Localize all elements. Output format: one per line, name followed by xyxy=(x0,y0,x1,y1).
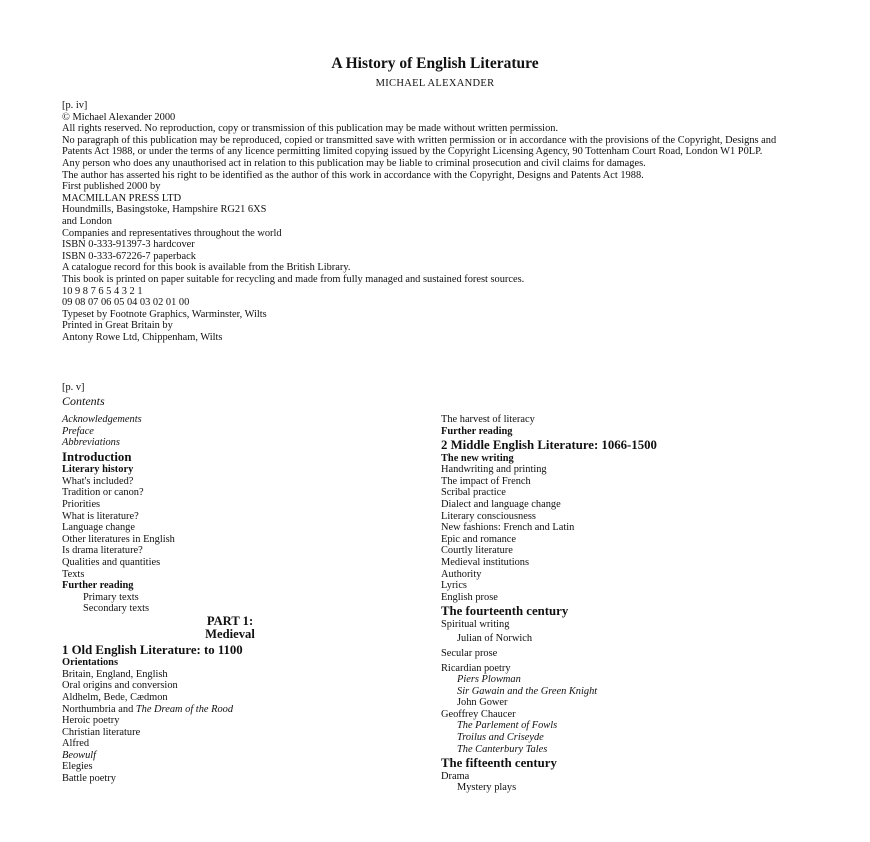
copyright-line: © Michael Alexander 2000 xyxy=(62,111,176,123)
page-marker-iv: [p. iv] xyxy=(62,100,88,111)
toc-introduction[interactable]: Introduction xyxy=(62,449,132,464)
toc-northumbria[interactable] xyxy=(62,704,392,716)
printing-numbers: 10 9 8 7 6 5 4 3 2 1 xyxy=(62,285,143,297)
contents-right-column xyxy=(441,414,841,794)
toc-parlement[interactable]: The Parlement of Fowls xyxy=(457,720,558,732)
toc-further-reading-2[interactable]: Further reading xyxy=(441,425,513,437)
toc-impact-french[interactable]: The impact of French xyxy=(441,475,531,487)
toc-harvest[interactable]: The harvest of literacy xyxy=(441,414,535,425)
toc-what-is-literature[interactable]: What is literature? xyxy=(62,510,139,522)
toc-qualities[interactable]: Qualities and quantities xyxy=(62,556,161,568)
printing-years: 09 08 07 06 05 04 03 02 01 00 xyxy=(62,297,190,309)
toc-courtly[interactable]: Courtly literature xyxy=(441,545,513,557)
toc-preface[interactable]: Preface xyxy=(62,425,94,437)
contents-left-column xyxy=(62,414,392,785)
toc-texts[interactable]: Texts xyxy=(62,568,85,580)
toc-fifteenth-century[interactable]: The fifteenth century xyxy=(441,756,557,771)
author-rights-paragraph: The author has asserted his right to be identified as the author of this work in accordance with the Copyright, Designs and Patents Act 1988. xyxy=(62,169,644,181)
paper-line: This book is printed on paper suitable for recycling and made from fully managed and sustained forest sources. xyxy=(62,273,525,285)
toc-authority[interactable]: Authority xyxy=(441,568,482,580)
toc-ricardian[interactable]: Ricardian poetry xyxy=(441,662,511,674)
publisher-address: Houndmills, Basingstoke, Hampshire RG21 6XS xyxy=(62,204,267,216)
reproduction-paragraph: No paragraph of this publication may be reproduced, copied or transmitted save with written permission or in accordance with the provisions of the Copyright, Designs and Patents Act 1988, or under the terms of any licence permitting limited copying issued by the Copyright Licensing Agency, 90 Tottenham Court Road, London W1 P0LP. xyxy=(62,134,777,158)
book-title: A History of English Literature xyxy=(331,55,539,72)
toc-tradition[interactable]: Tradition or canon? xyxy=(62,487,144,499)
toc-spiritual-writing[interactable]: Spiritual writing xyxy=(441,618,510,630)
toc-language-change[interactable]: Language change xyxy=(62,522,135,534)
toc-fourteenth-century[interactable]: The fourteenth century xyxy=(441,604,569,619)
toc-secondary-texts[interactable]: Secondary texts xyxy=(83,603,150,615)
toc-part-title[interactable]: Medieval xyxy=(205,627,255,642)
toc-abbreviations[interactable]: Abbreviations xyxy=(62,437,120,449)
toc-julian[interactable]: Julian of Norwich xyxy=(457,633,533,645)
page-marker-v: [p. v] xyxy=(62,382,85,393)
toc-battle-poetry[interactable]: Battle poetry xyxy=(62,773,116,785)
toc-oral-origins[interactable]: Oral origins and conversion xyxy=(62,680,178,692)
toc-chapter-2[interactable]: 2 Middle English Literature: 1066-1500 xyxy=(441,438,657,453)
toc-northumbria-text: Northumbria and xyxy=(62,703,136,715)
toc-literary-consciousness[interactable]: Literary consciousness xyxy=(441,510,536,522)
printer-line: Antony Rowe Ltd, Chippenham, Wilts xyxy=(62,331,223,343)
toc-further-reading[interactable]: Further reading xyxy=(62,580,134,592)
toc-beowulf[interactable]: Beowulf xyxy=(62,749,97,761)
toc-epic[interactable]: Epic and romance xyxy=(441,533,517,545)
toc-literary-history[interactable]: Literary history xyxy=(62,464,134,476)
toc-aldhelm[interactable]: Aldhelm, Bede, Cædmon xyxy=(62,691,168,703)
toc-heroic-poetry[interactable]: Heroic poetry xyxy=(62,715,120,727)
toc-troilus[interactable]: Troilus and Criseyde xyxy=(457,732,544,744)
isbn-paperback: ISBN 0-333-67226-7 paperback xyxy=(62,250,196,262)
toc-dream-of-the-rood: The Dream of the Rood xyxy=(135,703,234,715)
first-published-line: First published 2000 by xyxy=(62,181,161,193)
toc-lyrics[interactable]: Lyrics xyxy=(441,580,467,592)
toc-scribal[interactable]: Scribal practice xyxy=(441,487,506,499)
toc-orientations[interactable]: Orientations xyxy=(62,657,118,669)
book-author: MICHAEL ALEXANDER xyxy=(375,78,495,89)
toc-alfred[interactable]: Alfred xyxy=(62,738,90,750)
typeset-line: Typeset by Footnote Graphics, Warminster, Wilts xyxy=(62,308,267,320)
isbn-hardcover: ISBN 0-333-91397-3 hardcover xyxy=(62,239,195,251)
publisher-name: MACMILLAN PRESS LTD xyxy=(62,192,182,204)
toc-gawain[interactable]: Sir Gawain and the Green Knight xyxy=(457,685,598,697)
toc-britain[interactable]: Britain, England, English xyxy=(62,668,168,680)
toc-canterbury[interactable]: The Canterbury Tales xyxy=(457,743,548,755)
toc-elegies[interactable]: Elegies xyxy=(62,761,93,773)
front-matter xyxy=(62,100,782,343)
toc-drama[interactable]: Drama xyxy=(441,770,470,782)
toc-handwriting[interactable]: Handwriting and printing xyxy=(441,464,547,476)
toc-john-gower[interactable]: John Gower xyxy=(457,697,508,709)
toc-geoffrey-chaucer[interactable]: Geoffrey Chaucer xyxy=(441,708,516,720)
toc-part-number[interactable]: PART 1: xyxy=(206,613,254,628)
liability-paragraph: Any person who does any unauthorised act in relation to this publication may be liable to criminal prosecution and civil claims for damages. xyxy=(62,157,646,169)
catalogue-line: A catalogue record for this book is available from the British Library. xyxy=(62,262,351,274)
toc-other-literatures[interactable]: Other literatures in English xyxy=(62,533,175,545)
toc-primary-texts[interactable]: Primary texts xyxy=(83,591,139,603)
and-london-line: and London xyxy=(62,215,112,227)
toc-is-drama[interactable]: Is drama literature? xyxy=(62,545,143,557)
toc-priorities[interactable]: Priorities xyxy=(62,498,101,510)
rights-paragraph: All rights reserved. No reproduction, copy or transmission of this publication may be made without written permission. xyxy=(62,123,559,135)
toc-english-prose[interactable]: English prose xyxy=(441,591,498,603)
toc-piers-plowman[interactable]: Piers Plowman xyxy=(457,674,521,686)
toc-new-writing[interactable]: The new writing xyxy=(441,452,514,464)
printed-in-line: Printed in Great Britain by xyxy=(62,320,173,332)
companies-line: Companies and representatives throughout the world xyxy=(62,227,282,239)
toc-new-fashions[interactable]: New fashions: French and Latin xyxy=(441,522,575,534)
contents-heading: Contents xyxy=(62,394,105,408)
toc-medieval-institutions[interactable]: Medieval institutions xyxy=(441,556,530,568)
toc-christian-literature[interactable]: Christian literature xyxy=(62,726,141,738)
toc-chapter-1[interactable]: 1 Old English Literature: to 1100 xyxy=(62,642,243,657)
toc-acknowledgements[interactable]: Acknowledgements xyxy=(62,414,142,425)
toc-mystery-plays[interactable]: Mystery plays xyxy=(457,782,517,794)
toc-whats-included[interactable]: What's included? xyxy=(62,475,134,487)
toc-secular-prose[interactable]: Secular prose xyxy=(441,647,498,659)
toc-dialect[interactable]: Dialect and language change xyxy=(441,498,561,510)
